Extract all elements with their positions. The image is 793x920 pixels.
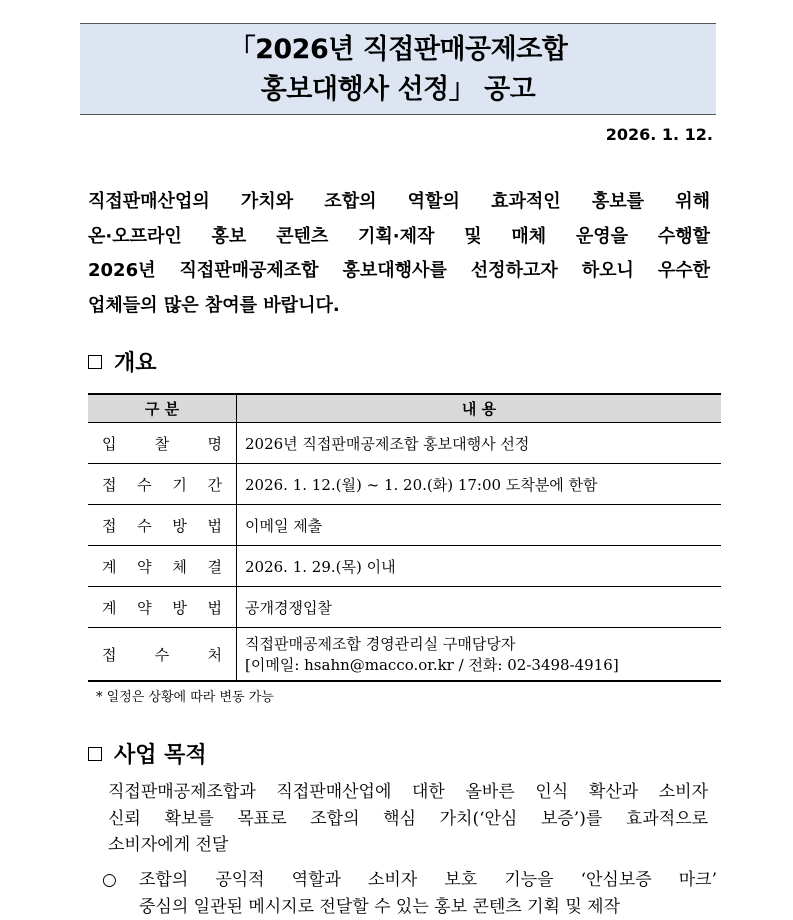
- purpose-heading: [88, 738, 207, 769]
- title-line-2: 홍보대행사 선정」 공고: [260, 74, 536, 105]
- row-label-char: 접: [102, 516, 117, 535]
- row-label-char: 계: [102, 557, 117, 576]
- row-label: [88, 464, 237, 505]
- row-label: [88, 628, 237, 682]
- announcement-date: 2026. 1. 12.: [605, 125, 713, 144]
- intro-line: 업체들의 많은 참여를 바랍니다.: [88, 294, 340, 316]
- row-label-char: 찰: [154, 434, 170, 453]
- row-label: [88, 546, 237, 587]
- row-label-char: 결: [207, 557, 222, 576]
- intro-line: 직접판매산업의 가치와 조합의 역할의 효과적인 홍보를 위해: [88, 191, 710, 212]
- title-box: [80, 23, 716, 115]
- purpose-bullet: [102, 867, 717, 920]
- row-label-char: 입: [102, 434, 117, 453]
- row-label: [88, 423, 237, 464]
- row-label-char: 체: [172, 557, 187, 576]
- row-label-char: 법: [207, 598, 222, 617]
- row-label-char: 간: [207, 475, 222, 494]
- bullet-line: 중심의 일관된 메시지로 전달할 수 있는 홍보 콘텐츠 기획 및 제작: [139, 896, 621, 917]
- row-content-line: 이메일 제출: [245, 516, 323, 535]
- header-content: 내 용: [237, 394, 722, 423]
- row-label-char: 약: [137, 598, 152, 617]
- empty-square-icon: [88, 747, 102, 761]
- overview-heading: [88, 346, 157, 377]
- row-content-line: 직접판매공제조합 경영관리실 구매담당자: [245, 635, 516, 653]
- intro-line: 2026년 직접판매공제조합 홍보대행사를 선정하고자 하오니 우수한: [88, 260, 710, 281]
- row-label-char: 계: [102, 598, 117, 617]
- schedule-note: * 일정은 상황에 따라 변동 가능: [96, 690, 274, 705]
- table-row: [88, 587, 721, 628]
- row-content-line: [이메일: hsahn@macco.or.kr / 전화: 02-3498-4916]: [245, 656, 619, 674]
- purpose-line: 신뢰 확보를 목표로 조합의 핵심 가치(‘안심 보증’)를 효과적으로: [108, 808, 708, 829]
- row-label-char: 기: [172, 475, 187, 494]
- row-label: [88, 587, 237, 628]
- table-row: [88, 464, 721, 505]
- row-content: [237, 546, 722, 587]
- table-row: [88, 628, 721, 682]
- row-label-char: 약: [137, 557, 152, 576]
- purpose-paragraph: [108, 779, 708, 859]
- row-label-char: 접: [102, 645, 117, 664]
- table-row: [88, 546, 721, 587]
- row-label-char: 수: [137, 516, 152, 535]
- row-label-char: 방: [172, 516, 187, 535]
- row-content-line: 공개경쟁입찰: [245, 598, 332, 617]
- row-label-char: 수: [154, 645, 170, 664]
- purpose-heading-text: 사업 목적: [114, 743, 207, 768]
- circle-bullet-icon: ○: [102, 870, 117, 890]
- empty-square-icon: [88, 355, 102, 369]
- row-content: [237, 587, 722, 628]
- row-label-char: 방: [172, 598, 187, 617]
- row-content-line: 2026년 직접판매공제조합 홍보대행사 선정: [245, 434, 530, 453]
- intro-paragraph: [88, 185, 710, 323]
- purpose-line: 직접판매공제조합과 직접판매산업에 대한 올바른 인식 확산과 소비자: [108, 782, 708, 802]
- row-label: [88, 505, 237, 546]
- bullet-line: 조합의 공익적 역할과 소비자 보호 기능을 ‘안심보증 마크’: [139, 870, 717, 890]
- row-content: [237, 464, 722, 505]
- row-label-char: 처: [207, 645, 222, 664]
- row-label-char: 접: [102, 475, 117, 494]
- purpose-line: 소비자에게 전달: [108, 835, 229, 855]
- table-row: [88, 423, 721, 464]
- table-header-row: [88, 394, 721, 423]
- overview-table: [88, 393, 721, 682]
- title-line-1: 「2026년 직접판매공제조합: [228, 34, 568, 65]
- header-label: 구 분: [88, 394, 237, 423]
- table-row: [88, 505, 721, 546]
- row-content: [237, 423, 722, 464]
- row-content-line: 2026. 1. 12.(월) ~ 1. 20.(화) 17:00 도착분에 한함: [245, 475, 598, 494]
- row-content: [237, 628, 722, 682]
- row-label-char: 법: [207, 516, 222, 535]
- row-label-char: 수: [137, 475, 152, 494]
- row-content: [237, 505, 722, 546]
- overview-heading-text: 개요: [114, 351, 157, 376]
- row-content-line: 2026. 1. 29.(목) 이내: [245, 557, 396, 576]
- intro-line: 온·오프라인 홍보 콘텐츠 기획·제작 및 매체 운영을 수행할: [88, 225, 710, 247]
- row-label-char: 명: [207, 434, 222, 453]
